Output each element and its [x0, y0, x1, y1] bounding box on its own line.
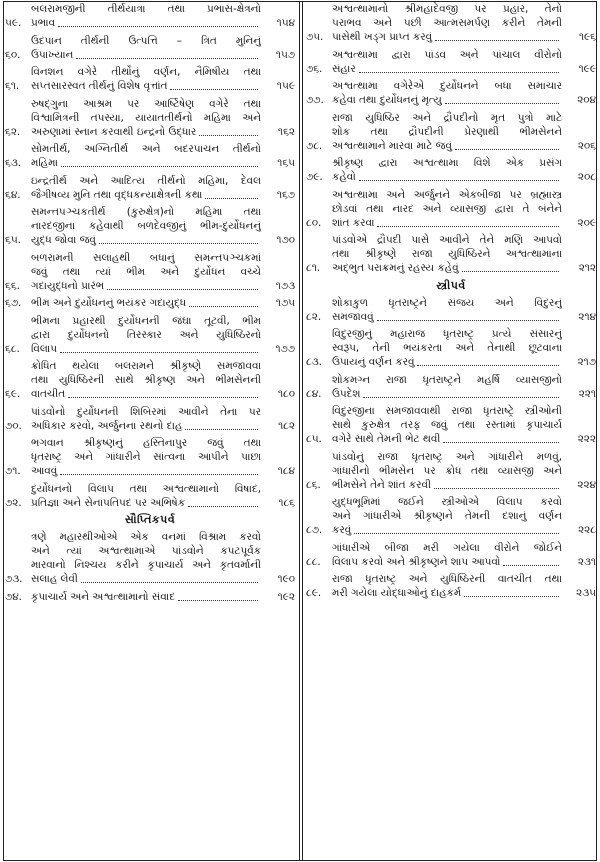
toc-entry — [306, 156, 596, 184]
dot-leader — [99, 243, 258, 244]
entry-text-line: ગાંધારીનો ભીમસેન પર ક્રોધ તથા વ્યાસજી અને — [332, 464, 562, 477]
toc-entry — [306, 111, 596, 153]
toc-entry — [5, 482, 295, 510]
page-number: ૧૯૦ — [277, 573, 295, 585]
entry-text: સંહાર — [332, 62, 356, 75]
entry-text-line-last — [31, 496, 261, 510]
entry-text-line-last — [31, 79, 261, 93]
entry-text-line: વિદુરજીના સમજાવવાથી રાજા ધૃતરાષ્ટ્રે સ્ત્રીઓની — [332, 405, 562, 417]
toc-entry — [5, 359, 295, 401]
entry-body — [31, 590, 261, 604]
entry-text-line: દુર્યોધનનો વિલાપ તથા અશ્વત્થામાનો વિષાદ, — [31, 482, 261, 495]
section-heading: સૌપ્તિકપર્વ — [124, 513, 176, 526]
dot-leader — [60, 474, 258, 475]
entry-text: ઉપદેશ — [332, 387, 361, 400]
entry-text-line: ધૃતરાષ્ટ્ર અને ગાંધારીને સાંત્વના આપીને પાછા — [31, 451, 261, 463]
toc-entry — [306, 48, 596, 76]
entry-text-line: રાજા યુધિષ્ઠિર અને દ્રૌપદીનો મૃત પુત્રો માટે — [332, 111, 562, 124]
page-number: ૧૯૯ — [578, 62, 596, 75]
entry-number: ૬૩. — [5, 157, 22, 169]
entry-body — [31, 296, 261, 310]
entry-number: ૬૨. — [5, 125, 21, 138]
page-number: ૨૦૮ — [577, 171, 596, 183]
entry-text-line-last — [31, 16, 261, 30]
entry-text-line: શ્રીકૃષ્ણ દ્વારા અશ્વત્થામા વિશે એક પ્રસંગ — [332, 157, 562, 169]
entry-text: ઉપાખ્યાન — [31, 48, 74, 61]
dot-leader — [377, 320, 559, 321]
entry-text-line: રાજા ધૃતરાષ્ટ્ર અને યુધિષ્ઠિરની વાતચીત તથા — [332, 573, 562, 585]
toc-entry — [5, 205, 295, 247]
entry-text: મરી ગયેલા યોદ્ધાઓનું દાહકર્મ — [332, 587, 462, 599]
page-number: ૧૯૬ — [578, 31, 596, 43]
entry-body — [31, 251, 261, 293]
entry-text-line: પાંડવોએ દ્રૌપદી પાસે આવીને તેને મણિ આપવો — [332, 234, 562, 246]
entry-text: પાસેથી ખડ્ગ પ્રાપ્ત કરવું — [332, 31, 433, 43]
entry-text-line: પરાભવ અને પછી આત્મસમર્પણ કરીને તેમની — [332, 17, 562, 29]
entry-text-line-last — [332, 478, 562, 492]
entry-text-line: શોક તથા દ્રૌપદીની પ્રેરણાથી ભીમસેનને — [332, 125, 562, 138]
page-number: ૨૧૭ — [577, 356, 596, 368]
toc-entry — [306, 450, 596, 492]
dot-leader — [363, 397, 559, 398]
entry-text-line: બલરામજીની તીર્થયાત્રા તથા પ્રભાસ-ક્ષેત્રનો — [31, 3, 261, 15]
entry-text: અરુણામાં સ્નાન કરવાથી ઇન્દ્રનો ઉદ્ધાર — [31, 125, 197, 138]
entry-text: સમજાવવું — [332, 310, 374, 323]
toc-entry — [306, 404, 596, 446]
dot-leader — [354, 533, 559, 534]
page-number: ૧૮૦ — [277, 388, 295, 400]
entry-number: ૭૩. — [5, 573, 23, 585]
entry-text-line: વિદુરજીનું મહારાજ ધૃતરાષ્ટ્ર પ્રત્યે સંસારનું — [332, 328, 562, 340]
entry-text-line-last — [332, 93, 562, 107]
page-number: ૨૨૪ — [577, 478, 596, 491]
entry-body — [332, 48, 562, 76]
entry-text: પ્રતિજ્ઞા અને સેનાપતિપદ પર અભિષેક — [31, 496, 186, 509]
entry-body — [31, 530, 261, 586]
toc-entry — [306, 2, 596, 44]
entry-number: ૫૯. — [5, 17, 22, 29]
entry-body — [332, 495, 562, 537]
page-number: ૧૭૫ — [275, 297, 295, 309]
entry-number: ૭૨. — [5, 496, 22, 509]
entry-number: ૭૯. — [306, 171, 323, 183]
entry-text: પ્રભાવ — [31, 17, 56, 29]
entry-number: ૮૨. — [306, 310, 322, 323]
entry-text-line-last — [332, 139, 562, 153]
entry-text: અધિકાર કરવો, અર્જુનના રથનો દાહ — [31, 419, 183, 432]
entry-number: ૭૧. — [5, 465, 21, 477]
entry-text-line: શોકમગ્ન રાજા ધૃતરાષ્ટ્રને મહર્ષિ વ્યાસજીનો — [332, 373, 562, 386]
entry-text-line-last — [332, 523, 562, 537]
page-number: ૨૨૧ — [578, 387, 596, 400]
entry-text-line: અશ્વત્થામા દ્વારા પાંડવ અને પાંચાલ વીરોનો — [332, 48, 562, 61]
entry-text-line: અને ગાંધારીએ શ્રીકૃષ્ણને તેમની દશાનું વર્ણન — [332, 510, 562, 522]
dot-leader — [443, 442, 559, 443]
toc-entry — [306, 79, 596, 107]
entry-text-line-last — [31, 233, 261, 247]
entry-body — [332, 541, 562, 569]
entry-text-line: છોડવાં તથા નારદ અને વ્યાસજી દ્વારા તે બંનેને — [332, 202, 562, 215]
entry-text-line: સાથે કુરુક્ષેત્ર તરફ જવું તથા રસ્તામાં કૃપાચાર્ય — [332, 419, 562, 431]
entry-text-line: ઇન્દ્રતીર્થ અને આદિત્ય તીર્થનો મહિમા, દેવલ — [31, 174, 261, 187]
dot-leader — [205, 198, 258, 199]
toc-entry — [306, 233, 596, 275]
entry-text: કહેવા તથા દુર્યોધનનું મૃત્યુ — [332, 94, 442, 106]
dot-leader — [434, 488, 559, 489]
entry-text-line: સમન્તપઞ્ચકતીર્થ (કુરુક્ષેત્ર)નો મહિમા તથા — [31, 206, 261, 218]
entry-text: યુદ્ધ જોવા જવું — [31, 234, 96, 246]
entry-text-line-last — [31, 590, 261, 604]
column-divider-inner — [302, 1, 303, 861]
entry-body — [31, 405, 261, 433]
entry-number: ૭૦. — [5, 419, 22, 432]
entry-text: અદ્‌ભુત પરાક્રમનું રહસ્ય કહેવું — [332, 262, 459, 274]
page-number: ૧૬૭ — [276, 188, 295, 201]
dot-leader — [170, 89, 258, 90]
toc-entry — [306, 296, 596, 324]
entry-number: ૬૦. — [5, 48, 21, 61]
toc-entry — [5, 590, 295, 604]
dot-leader — [58, 26, 258, 27]
dot-leader — [462, 271, 559, 272]
page-number: ૧૫૯ — [276, 80, 295, 92]
entry-text-line: ઉદપાન તીર્થની ઉત્પત્તિ – ત્રિત મુનિનું — [31, 34, 261, 47]
page-number: ૨૩૧ — [577, 555, 596, 568]
entry-text-line-last — [31, 419, 261, 433]
entry-text-line: જવું તથા ત્યાં ભીમ અને દુર્યોધન વચ્ચે — [31, 265, 261, 278]
dot-leader — [503, 565, 559, 566]
entry-body — [332, 79, 562, 107]
entry-text-line-last — [332, 261, 562, 275]
entry-text-line: યુદ્ધભૂમિમાં જઈને સ્ત્રીઓએ વિલાપ કરવો — [332, 496, 562, 508]
page-number: ૧૫૪ — [276, 17, 295, 29]
entry-body — [332, 188, 562, 230]
entry-number: ૭૮. — [306, 139, 323, 152]
toc-entry — [5, 436, 295, 478]
page-number: ૨૨૨ — [577, 433, 596, 445]
toc-entry — [5, 251, 295, 293]
toc-entry — [306, 572, 596, 600]
dot-leader — [417, 365, 559, 366]
entry-text-line: પાંડવોનો દુર્યોધનની શિબિરમાં આવીને તેના પર — [31, 405, 261, 418]
entry-body — [31, 65, 261, 93]
entry-body — [31, 2, 261, 30]
dot-leader — [178, 600, 258, 601]
entry-text-line: પાંડવોનું રાજા ધૃતરાષ્ટ્ર અને ગાંધારીને મળવું, — [332, 450, 562, 463]
entry-number: ૮૬. — [306, 478, 321, 491]
entry-text-line-last — [332, 355, 562, 369]
dot-leader — [445, 103, 559, 104]
entry-number: ૬૮. — [5, 342, 20, 355]
page-number: ૧૭૭ — [275, 342, 295, 355]
entry-text-line-last — [332, 170, 562, 184]
dot-leader — [359, 180, 559, 181]
entry-text: મહિમા — [31, 157, 58, 169]
entry-body — [332, 404, 562, 446]
entry-number: ૭૫. — [306, 31, 324, 43]
left-column — [5, 2, 295, 858]
entry-number: ૮૫. — [306, 433, 322, 445]
toc-entry — [306, 541, 596, 569]
entry-text-line: અશ્વત્થામા વગેરેએ દુર્યોધનને બધા સમાચાર — [332, 80, 562, 92]
page-number: ૨૧૨ — [578, 262, 596, 274]
entry-text: સપ્તસારસ્વત તીર્થનું વિશેષ વૃત્તાંત — [31, 80, 168, 92]
entry-text-line: ગાંધારીએ બીજા મરી ગયેલા વીરોને જોઈને — [332, 541, 562, 554]
entry-text: ભીમ અને દુર્યોધનનું ભયંકર ગદાયુદ્ધ — [31, 297, 187, 309]
page-number: ૨૦૬ — [577, 139, 596, 152]
entry-body — [31, 436, 261, 478]
dot-leader — [107, 289, 258, 290]
entry-text-line-last — [31, 296, 261, 310]
entry-text-line: શોકાકુળ ધૃતરાષ્ટ્રને સંજય અને વિદુરનું — [332, 296, 562, 309]
entry-text-line: તથા શ્રીકૃષ્ણે રાજા યુધિષ્ઠિરને અશ્વત્થામાના — [332, 248, 562, 260]
entry-body — [332, 373, 562, 401]
entry-text-line: બળરામની સલાહથી બધાનું સમન્તપઞ્ચકમાં — [31, 251, 261, 264]
entry-number: ૭૪. — [5, 590, 22, 603]
page-number: ૨૨૮ — [578, 524, 596, 536]
entry-text-line-last — [332, 310, 562, 324]
toc-entry — [306, 327, 596, 369]
entry-text-line-last — [31, 342, 261, 356]
toc-entry — [5, 314, 295, 356]
entry-text-line: દ્વારા દુર્યોધનનો તિરસ્કાર અને યુધિષ્ઠિરનો — [31, 328, 261, 341]
page-number: ૧૬૨ — [277, 125, 295, 138]
entry-body — [332, 296, 562, 324]
entry-body — [332, 450, 562, 492]
entry-text-line: વિશ્વામિત્રની તપસ્યા, યાયાતતીર્થનો મહિમા અને — [31, 111, 261, 124]
dot-leader — [76, 58, 258, 59]
entry-text: સલાહ લેવી — [31, 573, 78, 585]
entry-text-line-last — [31, 572, 261, 586]
entry-body — [31, 359, 261, 401]
entry-text-line-last — [332, 216, 562, 230]
dot-leader — [189, 306, 258, 307]
entry-text-line-last — [332, 387, 562, 401]
section-heading: સ્ત્રીપર્વ — [436, 278, 466, 292]
entry-body — [31, 205, 261, 247]
page-number: ૧૬૫ — [277, 157, 295, 169]
page-number: ૨૩૫ — [576, 587, 596, 599]
toc-entry — [5, 2, 295, 30]
toc-entry — [5, 296, 295, 310]
entry-text-line: અશ્વત્થામા અને અર્જુનને એકબીજા પર બ્રહ્માસ્ત્ર — [332, 188, 562, 201]
dot-leader — [435, 40, 559, 41]
entry-text: કહેવો — [332, 171, 356, 183]
entry-number: ૮૩. — [306, 356, 322, 368]
entry-text: વિલાપ કરવો અને શ્રીકૃષ્ણને શાપ આપવો — [332, 555, 501, 568]
toc-entry — [5, 142, 295, 170]
entry-text-line-last — [31, 156, 261, 170]
entry-body — [332, 111, 562, 153]
dot-leader — [199, 135, 258, 136]
entry-text: વાતચીત — [31, 388, 66, 400]
entry-number: ૮૪. — [306, 387, 322, 400]
entry-text-line: તથા યુધિષ્ઠિરની સાથે શ્રીકૃષ્ણ અને ભીમસેનની — [31, 374, 261, 386]
entry-body — [332, 572, 562, 600]
page-number: ૧૮૨ — [278, 419, 295, 432]
entry-text: આવવું — [31, 465, 58, 477]
page-number: ૧૮૬ — [278, 496, 295, 509]
entry-text-line-last — [332, 555, 562, 569]
entry-body — [31, 174, 261, 202]
entry-number: ૮૧. — [306, 262, 321, 274]
entry-text-line: અને ત્યાં અશ્વત્થામાએ પાંડવોને કપટપૂર્વક — [31, 545, 261, 557]
entry-text-line-last — [31, 279, 261, 293]
dot-leader — [455, 149, 559, 150]
entry-body — [332, 2, 562, 44]
page-number: ૧૫૭ — [275, 48, 295, 61]
entry-text-line-last — [332, 30, 562, 44]
entry-number: ૬૪. — [5, 188, 21, 201]
page-number: ૧૯૨ — [277, 590, 295, 603]
column-divider — [299, 1, 300, 861]
dot-leader — [61, 166, 258, 167]
dot-leader — [188, 506, 258, 507]
right-column — [306, 2, 596, 858]
toc-entry — [306, 495, 596, 537]
entry-body — [31, 34, 261, 62]
dot-leader — [68, 397, 258, 398]
entry-number: ૭૬. — [306, 62, 323, 75]
entry-text-line: નારદજીના કહેવાથી બળદેવજીનું ભીમ-દુર્યોધનનું — [31, 220, 261, 232]
dot-leader — [377, 226, 559, 227]
entry-text-line: મારવાનો નિશ્ચય કરીને કૃપાચાર્ય અને કૃતવર્માની — [31, 559, 261, 571]
entry-number: ૬૧. — [5, 80, 20, 92]
dot-leader — [464, 596, 559, 597]
entry-text: કૃપાચાર્ય અને અશ્વત્થામાનો સંવાદ — [31, 590, 176, 603]
entry-text-line-last — [332, 62, 562, 76]
entry-text-line: રુષદ્ગુના આશ્રમ પર આર્ષ્ટિષેણ વગેરે તથા — [31, 97, 261, 110]
entry-body — [332, 233, 562, 275]
page-number: ૨૦૯ — [577, 216, 596, 229]
entry-text-line-last — [31, 387, 261, 401]
entry-body — [31, 314, 261, 356]
page-number: ૨૦૪ — [577, 94, 596, 106]
entry-text-line: ત્રણે મહારથીઓએ એક વનમાં વિશ્રામ કરવો — [31, 531, 261, 543]
entry-text: અશ્વત્થામાને મારવા માટે જવું — [332, 139, 452, 152]
entry-text: ભીમસેને તેને શાંત કરવી — [332, 478, 431, 491]
entry-number: ૮૯. — [306, 587, 322, 599]
entry-body — [31, 142, 261, 170]
entry-body — [31, 97, 261, 139]
entry-number: ૮૮. — [306, 555, 321, 568]
entry-text-line-last — [31, 188, 261, 202]
entry-number: ૮૦. — [306, 216, 322, 229]
entry-number: ૭૭. — [306, 94, 324, 106]
entry-number: ૬૫. — [5, 234, 21, 246]
page-number: ૧૭૦ — [276, 234, 295, 246]
page-number: ૨૧૪ — [578, 310, 596, 323]
entry-text-line-last — [332, 432, 562, 446]
entry-text-line-last — [31, 48, 261, 62]
toc-entry — [5, 97, 295, 139]
dot-leader — [81, 582, 258, 583]
entry-text: ઉપાયનું વર્ણન કરવું — [332, 356, 415, 368]
entry-number: ૬૬. — [5, 279, 20, 292]
entry-text-line-last — [31, 125, 261, 139]
entry-text-line-last — [332, 586, 562, 600]
toc-entry — [306, 188, 596, 230]
entry-text: શાંત કરવા — [332, 216, 375, 229]
entry-text: કરવું — [332, 524, 352, 536]
entry-text-line: ભગવાન શ્રીકૃષ્ણનું હસ્તિનાપુર જવું તથા — [31, 437, 261, 449]
page-number: ૧૮૪ — [277, 465, 295, 477]
entry-number: ૮૭. — [306, 524, 323, 536]
entry-text: વગેરે સાથે તેમની ભેટ થવી — [332, 433, 441, 445]
entry-text-line: સ્વરૂપ, તેની ભયંકરતા અને તેનાથી છૂટવાના — [332, 342, 562, 354]
entry-text-line: સોમતીર્થ, અગ્નિતીર્થ અને બદરપાચન તીર્થનો — [31, 143, 261, 155]
dot-leader — [60, 352, 258, 353]
dot-leader — [185, 429, 258, 430]
entry-text: જૈગીષવ્ય મુનિ તથા વૃદ્ધકન્યાક્ષેત્રની કથા — [31, 188, 203, 201]
entry-text-line: વિનશન વગેરે તીર્થોનું વર્ણન, નૈમિષીય તથા — [31, 66, 261, 78]
toc-entry — [5, 65, 295, 93]
toc-entry — [5, 34, 295, 62]
toc-entry — [5, 530, 295, 586]
entry-text-line: ક્રોધિત થયેલા બલરામને શ્રીકૃષ્ણે સમજાવવા — [31, 360, 261, 372]
entry-body — [31, 482, 261, 510]
entry-text: વિલાપ — [31, 342, 57, 355]
toc-entry — [5, 405, 295, 433]
entry-text-line-last — [31, 464, 261, 478]
dot-leader — [359, 72, 559, 73]
toc-entry — [5, 174, 295, 202]
entry-body — [332, 156, 562, 184]
entry-number: ૬૭. — [5, 297, 22, 309]
page-number: ૧૭૩ — [275, 279, 295, 292]
entry-number: ૬૯. — [5, 388, 21, 400]
entry-body — [332, 327, 562, 369]
entry-text-line: ભીમના પ્રહારથી દુર્યોધનની જંઘા તૂટવી, ભીમ — [31, 314, 261, 327]
entry-text: ગદાયુદ્ધનો પ્રારંભ — [31, 279, 105, 292]
entry-text-line: અશ્વત્થામાનો શ્રીમહાદેવજી પર પ્રહાર, તેનો — [332, 3, 562, 15]
toc-entry — [306, 373, 596, 401]
